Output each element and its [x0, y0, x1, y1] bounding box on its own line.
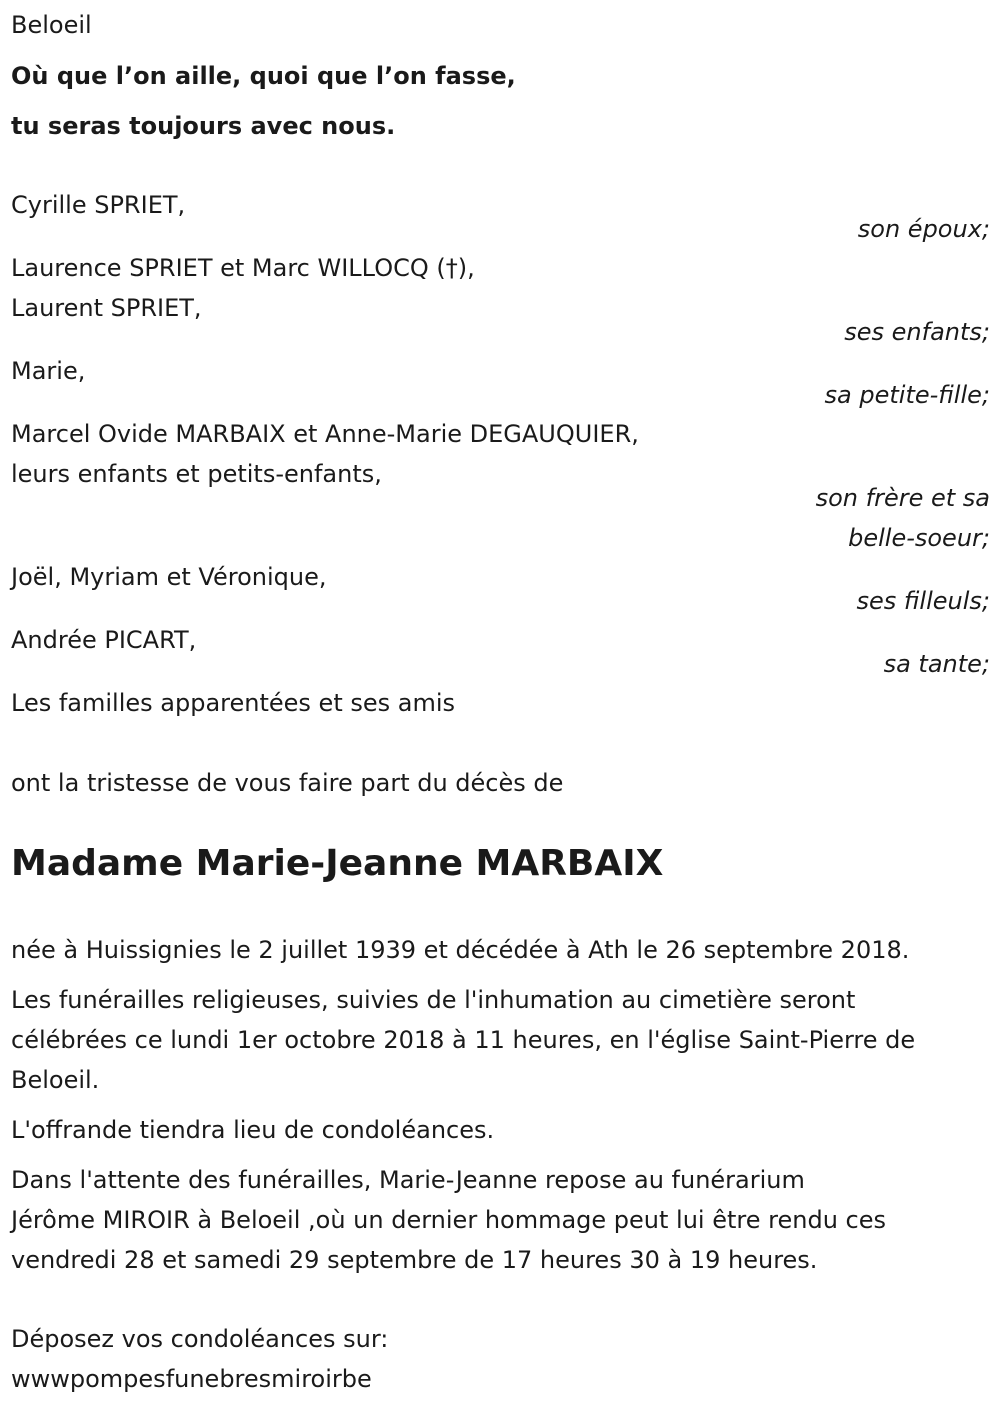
aunt-relation: sa tante;	[883, 650, 990, 678]
funeral-line-2: célébrées ce lundi 1er octobre 2018 à 11 heures, en l'église Saint-Pierre de	[11, 1026, 916, 1054]
poem-line-2: tu seras toujours avec nous.	[11, 112, 396, 140]
visit-line-2: Jérôme MIROIR à Beloeil ,où un dernier hommage peut lui être rendu ces	[11, 1206, 886, 1234]
spouse-name: Cyrille SPRIET,	[11, 191, 186, 219]
visit-line-1: Dans l'attente des funérailles, Marie-Jeanne repose au funérarium	[11, 1166, 805, 1194]
child-2: Laurent SPRIET,	[11, 294, 202, 322]
other-family: Les familles apparentées et ses amis	[11, 689, 456, 717]
child-1: Laurence SPRIET et Marc WILLOCQ (†),	[11, 254, 475, 282]
announcement-intro: ont la tristesse de vous faire part du décès de	[11, 769, 564, 797]
godchildren-relation: ses filleuls;	[856, 587, 990, 615]
sibling-relation-2: belle-soeur;	[848, 524, 990, 552]
granddaughter-name: Marie,	[11, 357, 86, 385]
children-relation: ses enfants;	[844, 318, 990, 346]
offering-line: L'offrande tiendra lieu de condoléances.	[11, 1116, 495, 1144]
aunt-name: Andrée PICART,	[11, 626, 197, 654]
funeral-line-3: Beloeil.	[11, 1066, 100, 1094]
birth-death-line: née à Huissignies le 2 juillet 1939 et décédée à Ath le 26 septembre 2018.	[11, 936, 910, 964]
poem-line-1: Où que l’on aille, quoi que l’on fasse,	[11, 62, 516, 90]
sibling-relation-1: son frère et sa	[815, 484, 990, 512]
granddaughter-relation: sa petite-fille;	[824, 381, 990, 409]
spouse-relation: son époux;	[857, 215, 990, 243]
visit-line-3: vendredi 28 et samedi 29 septembre de 17 heures 30 à 19 heures.	[11, 1246, 818, 1274]
deceased-name: Madame Marie-Jeanne MARBAIX	[11, 843, 664, 884]
condolences-website: wwwpompesfunebresmiroirbe	[11, 1365, 372, 1393]
godchildren-names: Joël, Myriam et Véronique,	[11, 563, 327, 591]
condolences-label: Déposez vos condoléances sur:	[11, 1325, 389, 1353]
town-name: Beloeil	[11, 11, 92, 39]
sibling-line-1: Marcel Ovide MARBAIX et Anne-Marie DEGAUQUIER,	[11, 420, 639, 448]
funeral-line-1: Les funérailles religieuses, suivies de l'inhumation au cimetière seront	[11, 986, 856, 1014]
sibling-line-2: leurs enfants et petits-enfants,	[11, 460, 382, 488]
